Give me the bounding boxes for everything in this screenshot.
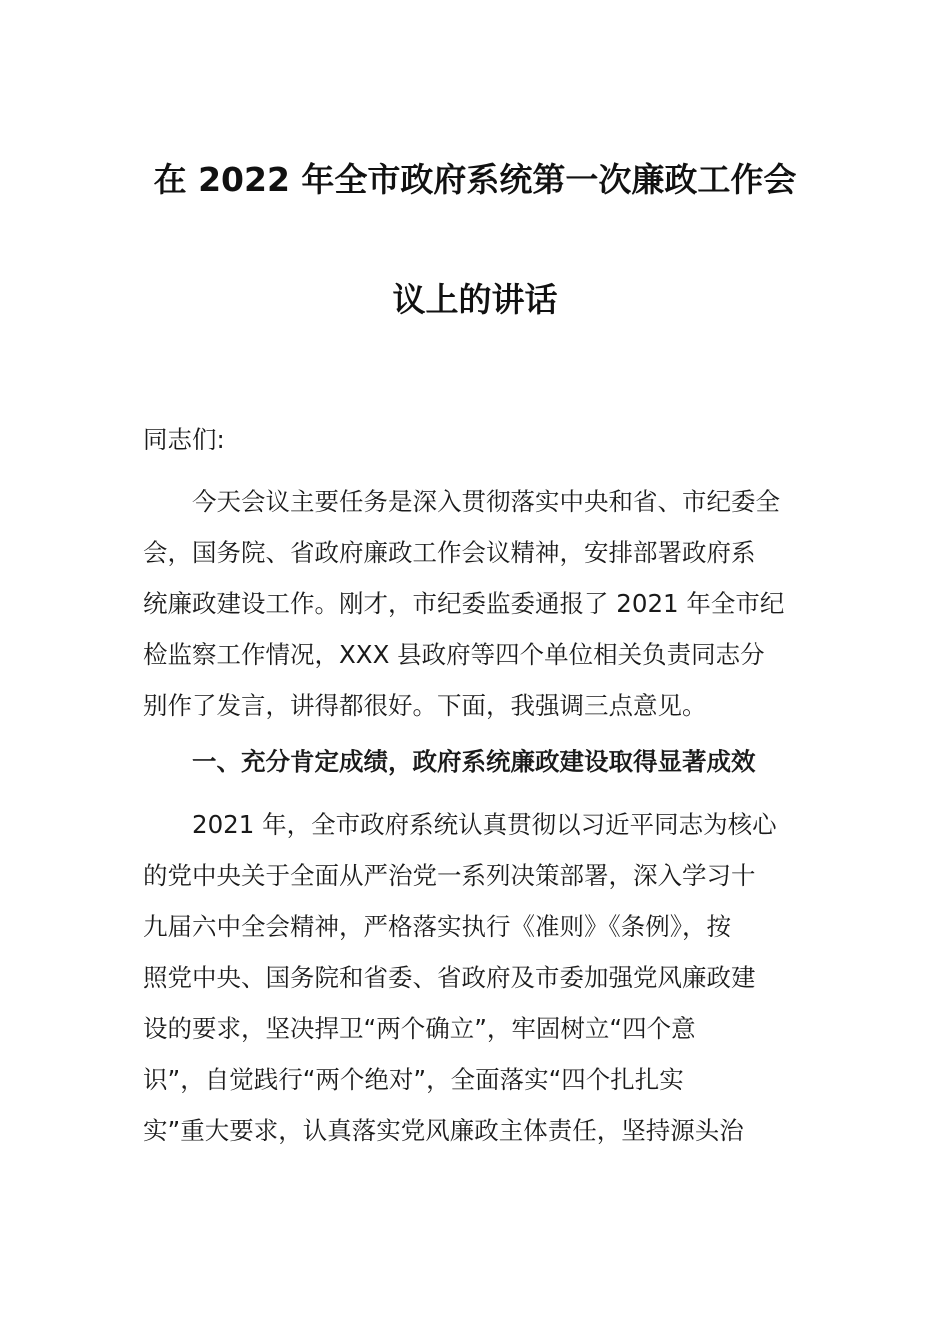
paragraph-2-line: 九届六中全会精神，严格落实执行《准则》《条例》，按 bbox=[143, 912, 731, 941]
paragraph-1-line: 统廉政建设工作。刚才，市纪委监委通报了 2021 年全市纪 bbox=[143, 589, 785, 618]
paragraph-2-line: 设的要求，坚决捍卫“两个确立”，牢固树立“四个意 bbox=[143, 1014, 696, 1043]
paragraph-1-line: 会，国务院、省政府廉政工作会议精神，安排部署政府系 bbox=[143, 538, 756, 567]
paragraph-1-line: 检监察工作情况，XXX 县政府等四个单位相关负责同志分 bbox=[143, 640, 765, 669]
greeting bbox=[143, 414, 809, 465]
paragraph-2-line: 照党中央、国务院和省委、省政府及市委加强党风廉政建 bbox=[143, 963, 756, 992]
greeting-text: 同志们: bbox=[143, 425, 225, 454]
document-title-line-1: 在 2022 年全市政府系统第一次廉政工作会 bbox=[153, 160, 797, 199]
paragraph-2-line: 的党中央关于全面从严治党一系列决策部署，深入学习十 bbox=[143, 861, 756, 890]
paragraph-2 bbox=[143, 799, 809, 1156]
section-heading-1 bbox=[143, 736, 809, 787]
document-title-line-2: 议上的讲话 bbox=[392, 280, 558, 319]
paragraph-1 bbox=[143, 476, 809, 731]
section-heading-1-text: 一、充分肯定成绩，政府系统廉政建设取得显著成效 bbox=[143, 747, 756, 776]
paragraph-1-line: 今天会议主要任务是深入贯彻落实中央和省、市纪委全 bbox=[143, 487, 780, 516]
paragraph-2-line: 2021 年，全市政府系统认真贯彻以习近平同志为核心 bbox=[143, 810, 777, 839]
paragraph-2-line: 识”，自觉践行“两个绝对”，全面落实“四个扎扎实 bbox=[143, 1065, 684, 1094]
paragraph-2-line: 实”重大要求，认真落实党风廉政主体责任，坚持源头治 bbox=[143, 1116, 744, 1145]
paragraph-1-line: 别作了发言，讲得都很好。下面，我强调三点意见。 bbox=[143, 691, 707, 720]
